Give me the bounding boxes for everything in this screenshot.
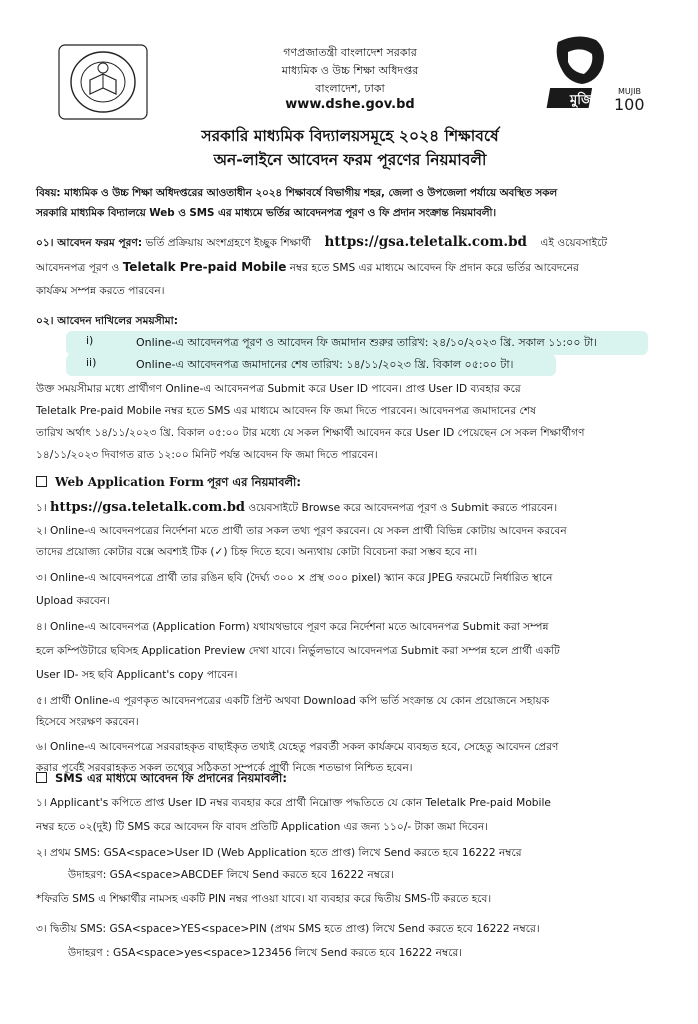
mujib-100-logo-icon: [538, 32, 656, 116]
web-rule-1-text: ওয়েবসাইটে Browse করে আবেদনপত্র পূরণ ও Submit করতে পারবেন।: [248, 502, 558, 514]
web-rule-line: ৩। Online-এ আবেদনপত্রে প্রার্থী তার রঙিন ছবি (দৈর্ঘ্য ৩০০ × প্রস্থ ৩০০ pixel) স্ক্যান করে JPEG ফরমেটে নির্ধারিত স্থানে: [36, 572, 553, 584]
section1-line2b: Teletalk Pre-paid Mobile: [122, 260, 287, 274]
section2-label: ০২। আবেদন দাখিলের সময়সীমা:: [36, 315, 178, 327]
section1-post: এই ওয়েবসাইটে: [540, 237, 608, 249]
dshe-emblem-icon: [58, 44, 148, 120]
sms-rule-line: উদাহরণ : GSA<space>yes<space>123456 লিখে Send করতে হবে 16222 নম্বরে।: [68, 947, 463, 959]
document-title-line2: অন-লাইনে আবেদন ফরম পূরণের নিয়মাবলী: [213, 151, 487, 169]
sms-rule-line: ১। Applicant's কপিতে প্রাপ্ত User ID নম্বর ব্যবহার করে প্রার্থী নিম্নোক্ত পদ্ধতিতে যে কোন Teletalk Pre-paid Mobile: [36, 797, 551, 809]
checkbox-bullet-icon: [36, 772, 47, 783]
sms-rule-line: ৩। দ্বিতীয় SMS: GSA<space>YES<space>PIN (প্রথম SMS হতে প্রাপ্ত) লিখে Send করতে হবে 16222 নম্বরে।: [36, 923, 540, 935]
mujib-logo-text: মুজিব: [570, 93, 600, 108]
web-heading-en: Web Application Form: [55, 475, 204, 489]
web-rule-line: ৪। Online-এ আবেদনপত্র (Application Form) যথাযথভাবে পূরণ করে নির্দেশনা মতে আবেদনপত্র Submit করা সম্পন্ন: [36, 621, 549, 633]
deadline-item: ii): [86, 356, 97, 369]
paragraph-line: Teletalk Pre-paid Mobile নম্বর হতে SMS এর মাধ্যমে আবেদন ফি জমা দিতে পারবেন। আবেদনপত্র জমাদানের শেষ: [36, 405, 536, 417]
paragraph-line: তারিখ অর্থাৎ ১৪/১১/২০২৩ খ্রি. বিকাল ০৫:০০ টার মধ্যে যে সকল শিক্ষার্থী আবেদন করে User ID পেয়েছেন সে সকল শিক্ষার্থীগণ: [36, 427, 585, 439]
deadline-item-text: Online-এ আবেদনপত্র জমাদানের শেষ তারিখ: ১৪/১১/২০২৩ খ্রি. বিকাল ০৫:০০ টা।: [136, 358, 514, 371]
sms-heading-row: [36, 770, 287, 789]
web-rule-line: Upload করবেন।: [36, 595, 110, 607]
web-rule-line: ২। Online-এ আবেদনপত্রের নির্দেশনা মতে প্রার্থী তার সকল তথ্য পূরণ করবেন। যে সকল প্রার্থী বিভিন্ন কোটায় আবেদন করবেন: [36, 525, 567, 537]
section1-line2c: নম্বর হতে SMS এর মাধ্যমে আবেদন ফি প্রদান করে ভর্তির আবেদনের: [289, 262, 579, 274]
web-rule-line: হিসেবে সংরক্ষণ করবেন।: [36, 716, 139, 728]
header-directorate: মাধ্যমিক ও উচ্চ শিক্ষা অধিদপ্তর: [281, 64, 419, 77]
section1-line3: কার্যক্রম সম্পন্ন করতে পারবেন।: [36, 285, 165, 297]
sms-rule-line: *ফিরতি SMS এ শিক্ষার্থীর নামসহ একটি PIN নম্বর পাওয়া যাবে। যা ব্যবহার করে দ্বিতীয় SMS-টি করতে হবে।: [36, 893, 492, 905]
section1-line2: [36, 260, 579, 278]
sms-heading: SMS এর মাধ্যমে আবেদন ফি প্রদানের নিয়মাবলী:: [55, 771, 287, 785]
sms-rule-line: ২। প্রথম SMS: GSA<space>User ID (Web Application হতে প্রাপ্ত) লিখে Send করতে হবে 16222 নম্বরে: [36, 847, 522, 859]
paragraph-line: উক্ত সময়সীমার মধ্যে প্রার্থীগণ Online-এ আবেদনপত্র Submit করে User ID পাবেন। প্রাপ্ত User ID ব্যবহার করে: [36, 383, 521, 395]
checkbox-bullet-icon: [36, 476, 47, 487]
header-location: বাংলাদেশ, ঢাকা: [315, 82, 385, 95]
mujib-logo-num: 100: [614, 95, 645, 114]
web-rule-line: ৫। প্রার্থী Online-এ পূরণকৃত আবেদনপত্রের একটি প্রিন্ট অথবা Download কপি ভর্তি সংক্রান্ত যে কোন প্রয়োজনে সহায়ক: [36, 695, 550, 707]
web-rule-line: ৬। Online-এ আবেদনপত্রে সরবরাহকৃত বাছাইকৃত তথ্যই যেহেতু পরবর্তী সকল কার্যক্রমে ব্যবহৃত হবে, সেহেতু আবেদন প্রেরণ: [36, 741, 559, 753]
subject-line: বিষয়: মাধ্যমিক ও উচ্চ শিক্ষা অধিদপ্তরের আওতাধীন ২০২৪ শিক্ষাবর্ষে বিভাগীয় শহর, জেলা ও উপজেলা পর্যায়ে অবস্থিত সকল: [36, 187, 558, 199]
deadline-item: i): [86, 334, 94, 347]
header-government: গণপ্রজাতন্ত্রী বাংলাদেশ সরকার: [283, 46, 417, 59]
web-rule-line: হলে কম্পিউটারে ছবিসহ Application Preview দেখা যাবে। নির্ভুলভাবে আবেদনপত্র Submit করা সম্পন্ন হলে প্রার্থী একটি: [36, 645, 560, 657]
sms-rule-line: উদাহরণ: GSA<space>ABCDEF লিখে Send করতে হবে 16222 নম্বরে।: [68, 869, 394, 881]
section1-line1: [36, 234, 607, 253]
deadline-item-text: Online-এ আবেদনপত্র পূরণ ও আবেদন ফি জমাদান শুরুর তারিখ: ২৪/১০/২০২৩ খ্রি. সকাল ১১:০০ টা।: [136, 336, 598, 349]
section1-line2a: আবেদনপত্র পূরণ ও: [36, 262, 120, 274]
header-website-link[interactable]: www.dshe.gov.bd: [285, 97, 415, 112]
section1-pre: ভর্তি প্রক্রিয়ায় অংশগ্রহণে ইচ্ছুক শিক্ষার্থী: [145, 237, 312, 249]
web-rule-line: User ID- সহ ছবি Applicant's copy পাবেন।: [36, 669, 238, 681]
teletalk-url-link[interactable]: https://gsa.teletalk.com.bd: [50, 500, 246, 515]
web-rule-line: করার পূর্বেই সরবরাহকৃত সকল তথ্যের সঠিকতা সম্পর্কে প্রার্থী নিজে শতভাগ নিশ্চিত হবেন।: [36, 762, 413, 774]
mujib-logo-sub: MUJIB: [618, 87, 641, 96]
web-rule-line: তাদের প্রয়োজ্য কোটার বক্সে অবশ্যই টিক (✓) চিহ্ন দিতে হবে। অন্যথায় কোটা বিবেচনা করা সম্ভব হবে না।: [36, 546, 478, 558]
subject-line: সরকারি মাধ্যমিক বিদ্যালয়ে Web ও SMS এর মাধ্যমে ভর্তির আবেদনপত্র পূরণ ও ফি প্রদান সংক্রান্ত নিয়মাবলী।: [36, 207, 497, 219]
web-heading: [36, 474, 301, 493]
document-title-line1: সরকারি মাধ্যমিক বিদ্যালয়সমূহে ২০২৪ শিক্ষাবর্ষে: [201, 127, 499, 145]
paragraph-line: ১৪/১১/২০২৩ দিবাগত রাত ১২:০০ মিনিট পর্যন্ত আবেদন ফি জমা দিতে পারবেন।: [36, 449, 378, 461]
web-heading-bn: পূরণ এর নিয়মাবলী:: [207, 475, 301, 489]
teletalk-url-link[interactable]: https://gsa.teletalk.com.bd: [324, 234, 528, 250]
section1-label: ০১। আবেদন ফরম পূরণ:: [36, 237, 143, 249]
sms-rule-line: নম্বর হতে ০২(দুই) টি SMS করে আবেদন ফি বাবদ প্রতিটি Application এর জন্য ১১০/- টাকা জমা দিবেন।: [36, 821, 488, 833]
web-rule-1: [36, 500, 557, 518]
web-rule-1-num: ১।: [36, 502, 47, 514]
